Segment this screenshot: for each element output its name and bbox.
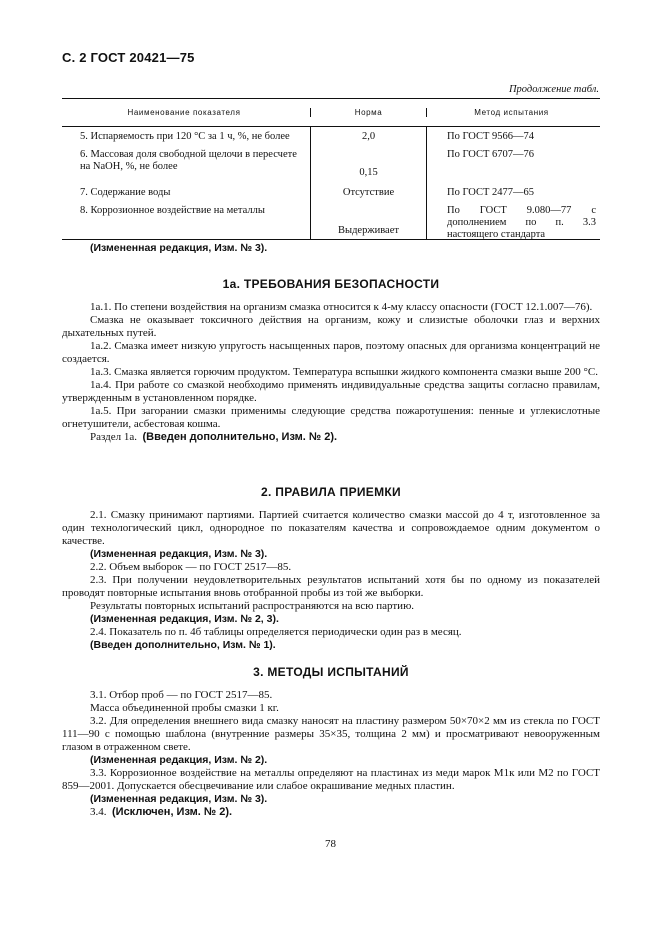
column-header-norm: Норма bbox=[310, 108, 426, 117]
column-header-name: Наименование показателя bbox=[127, 108, 241, 117]
table-continuation-label: Продолжение табл. bbox=[508, 84, 599, 95]
paragraph bbox=[62, 806, 600, 819]
table-header-row bbox=[62, 99, 600, 127]
table-row bbox=[62, 181, 600, 203]
paragraph: 3.3. Коррозионное воздействие на металлы определяют на пластинах из меди марок М1к или М2 по ГОСТ 859—2001. Допускается обесцвечивание или слабое окрашивание медных пластин. bbox=[62, 767, 600, 792]
table-amendment-note-block bbox=[62, 242, 600, 255]
table-row bbox=[62, 127, 600, 147]
amendment-note: (Измененная редакция, Изм. № 3). bbox=[90, 242, 268, 254]
table-cell-method: По ГОСТ 6707—76 bbox=[426, 147, 600, 181]
paragraph: 2.2. Объем выборок — по ГОСТ 2517—85. bbox=[90, 561, 292, 573]
running-header: С. 2 ГОСТ 20421—75 bbox=[62, 50, 195, 65]
section-1a bbox=[62, 278, 600, 444]
table-cell-method: По ГОСТ 9.080—77 с дополнением по п. 3.3 настоящего стандарта bbox=[426, 203, 600, 239]
table-cell-name: 7. Содержание воды bbox=[80, 187, 171, 198]
paragraph: 1а.5. При загорании смазки применимы следующие средства пожаротушения: пенные и углекислотные огнетушители, асбестовая кошма. bbox=[62, 405, 600, 430]
table-cell-name: 8. Коррозионное воздействие на металлы bbox=[80, 205, 265, 216]
clause-number: 3.4. bbox=[90, 806, 107, 818]
column-header-method: Метод испытания bbox=[426, 108, 600, 117]
table-row bbox=[62, 203, 600, 239]
amendment-note: (Введен дополнительно, Изм. № 2). bbox=[142, 431, 338, 443]
amendment-note: (Измененная редакция, Изм. № 2, 3). bbox=[90, 613, 279, 625]
section-heading: 2. ПРАВИЛА ПРИЕМКИ bbox=[261, 485, 401, 499]
table-row bbox=[62, 147, 600, 181]
section-reference: Раздел 1а. bbox=[90, 431, 137, 443]
paragraph: Масса объединенной пробы смазки 1 кг. bbox=[90, 702, 279, 714]
paragraph: Результаты повторных испытаний распространяются на всю партию. bbox=[90, 600, 415, 612]
section-3 bbox=[62, 666, 600, 819]
amendment-note: (Исключен, Изм. № 2). bbox=[112, 806, 233, 818]
paragraph: 1а.1. По степени воздействия на организм смазка относится к 4-му классу опасности (ГОСТ 12.1.007—76). bbox=[90, 301, 593, 313]
paragraph: 1а.4. При работе со смазкой необходимо применять индивидуальные средства защиты согласно правилам, утвержденным в установленном порядке. bbox=[62, 379, 600, 404]
paragraph: 3.1. Отбор проб — по ГОСТ 2517—85. bbox=[90, 689, 273, 701]
table-cell-method: По ГОСТ 9566—74 bbox=[426, 127, 600, 147]
amendment-note: (Измененная редакция, Изм. № 2). bbox=[90, 754, 268, 766]
paragraph: 1а.2. Смазка имеет низкую упругость насыщенных паров, поэтому опасных для организма концентраций не создается. bbox=[62, 340, 600, 365]
properties-table bbox=[62, 98, 600, 240]
table-cell-name: 5. Испаряемость при 120 °С за 1 ч, %, не более bbox=[80, 131, 290, 142]
table-cell-norm: 2,0 bbox=[310, 127, 426, 147]
table-cell-norm: Выдерживает bbox=[310, 203, 426, 239]
section-heading: 3. МЕТОДЫ ИСПЫТАНИЙ bbox=[253, 665, 409, 679]
paragraph: 2.1. Смазку принимают партиями. Партией считается количество смазки массой до 4 т, изготовленное за один технологический цикл, однородное по показателям качества и сопровождаемое одним документом о качестве. bbox=[62, 509, 600, 547]
paragraph: 2.4. Показатель по п. 4б таблицы определяется периодически один раз в месяц. bbox=[90, 626, 462, 638]
paragraph bbox=[62, 431, 600, 444]
paragraph: Смазка не оказывает токсичного действия на организм, кожу и слизистые оболочки глаз и верхних дыхательных путей. bbox=[62, 314, 600, 339]
section-2 bbox=[62, 486, 600, 652]
paragraph: 1а.3. Смазка является горючим продуктом. Температура вспышки жидкого компонента смазки выше 200 °С. bbox=[90, 366, 598, 378]
table-cell-norm: Отсутствие bbox=[310, 181, 426, 203]
table-cell-norm: 0,15 bbox=[310, 147, 426, 181]
amendment-note: (Измененная редакция, Изм. № 3). bbox=[90, 793, 268, 805]
section-heading: 1а. ТРЕБОВАНИЯ БЕЗОПАСНОСТИ bbox=[222, 277, 440, 291]
amendment-note: (Введен дополнительно, Изм. № 1). bbox=[90, 639, 276, 651]
table-cell-method: По ГОСТ 2477—65 bbox=[426, 181, 600, 203]
table-cell-name: 6. Массовая доля свободной щелочи в пересчете на NaOH, %, не более bbox=[80, 149, 297, 172]
page-number: 78 bbox=[325, 838, 336, 850]
paragraph: 2.3. При получении неудовлетворительных результатов испытаний хотя бы по одному из показателей проводят повторные испытания вновь отобранной пробы из той же выборки. bbox=[62, 574, 600, 599]
paragraph: 3.2. Для определения внешнего вида смазку наносят на пластину размером 50×70×2 мм из стекла по ГОСТ 111—90 с помощью шаблона (внутренние размеры 35×35, толщина 2 мм) и просматривают невооруженным глазом в отраженном свете. bbox=[62, 715, 600, 753]
amendment-note: (Измененная редакция, Изм. № 3). bbox=[90, 548, 268, 560]
